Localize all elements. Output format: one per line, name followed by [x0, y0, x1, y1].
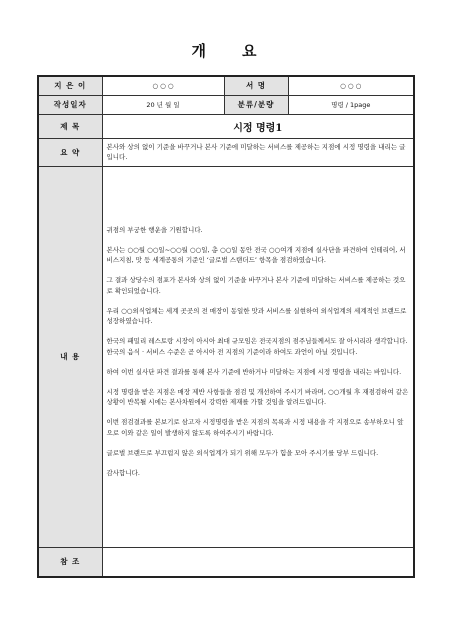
- content-row: [38, 166, 414, 547]
- content-label: 내 용: [38, 166, 102, 547]
- date-row: [38, 95, 414, 114]
- content-paragraph: 하여 이번 실사단 파견 결과를 통해 본사 기준에 반하거나 미달하는 지점에 시정 명령을 내리는 바입니다.: [106, 367, 402, 376]
- summary-value[interactable]: 본사와 상의 없이 기준을 바꾸거나 본사 기준에 미달하는 서비스를 제공하는 지점에 시정 명령을 내리는 글입니다.: [102, 138, 414, 166]
- date-label: 작성일자: [38, 95, 102, 114]
- content-paragraph: 글로벌 브랜드로 부끄럽지 않은 외식업계가 되기 위해 모두가 힘을 모아 주시기를 당부 드립니다.: [106, 448, 379, 457]
- content-paragraph: 시정 명령을 받은 지점은 매장 제반 사항들을 점검 및 개선하여 주시기 바라며, ○○개월 후 재점검하여 같은 상황이 반복될 시에는 본사차원에서 강력한 제재를 가할 것임을 알려드립니다.: [106, 387, 409, 407]
- post-value[interactable]: ○ ○ ○: [288, 76, 414, 95]
- author-value[interactable]: ○ ○ ○: [102, 76, 224, 95]
- content-paragraph: 이번 점검결과를 본보기로 삼고자 시정명령을 받은 지점의 목록과 시정 내용을 각 지점으로 송부하오니 앞으로 이와 같은 일이 발생하지 않도록 하여주시기 바랍니다.: [106, 418, 404, 437]
- summary-label: 요 약: [38, 138, 102, 166]
- content-body[interactable]: [102, 166, 414, 547]
- author-row: [38, 76, 414, 95]
- title-char-2: 요: [242, 42, 259, 60]
- post-label: 서 명: [224, 76, 288, 95]
- subject-row: [38, 114, 414, 138]
- reference-label: 참 조: [38, 547, 102, 577]
- document-title: [0, 40, 450, 61]
- content-paragraph: 본사는 ○○월 ○○일~○○월 ○○일, 총 ○○일 동안 전국 ○○여개 지점에 실사단을 파견하여 인테리어, 서비스지침, 맛 등 세계공통의 기준인 ‘글로벌 스탠더드’ 항목을 점검하였습니다.: [106, 246, 406, 265]
- content-paragraph: 감사합니다.: [106, 468, 140, 477]
- category-value[interactable]: 명령 / 1page: [288, 95, 414, 114]
- content-paragraph: 우리 ○○외식업체는 세계 곳곳의 전 매장이 동일한 맛과 서비스를 실현하여 외식업계의 세계적인 브랜드로 성장하였습니다.: [106, 306, 407, 326]
- overview-table: [37, 75, 415, 578]
- content-paragraph: 그 결과 상당수의 점포가 본사와 상의 없이 기준을 바꾸거나 본사 기준에 미달하는 서비스를 제공하는 것으로 확인되었습니다.: [106, 276, 406, 295]
- subject-value[interactable]: 시정 명령1: [102, 114, 414, 138]
- date-value[interactable]: 20 년 월 일: [102, 95, 224, 114]
- category-label: 분류/분량: [224, 95, 288, 114]
- subject-label: 제 목: [38, 114, 102, 138]
- content-paragraph: 한국의 패밀리 레스토랑 시장이 아시아 최대 규모임은 전국지점의 점주님들께서도 잘 아시리라 생각합니다. 한국의 음식 · 서비스 수준은 곧 아시아 전 지점의 기준이라 하여도 과언이 아닐 것입니다.: [106, 337, 408, 356]
- summary-row: [38, 138, 414, 166]
- content-paragraph: 귀점의 부궁한 행운을 기원합니다.: [106, 225, 203, 234]
- reference-value[interactable]: [102, 547, 414, 577]
- title-char-1: 개: [191, 42, 208, 60]
- author-label: 지 은 이: [38, 76, 102, 95]
- reference-row: [38, 547, 414, 577]
